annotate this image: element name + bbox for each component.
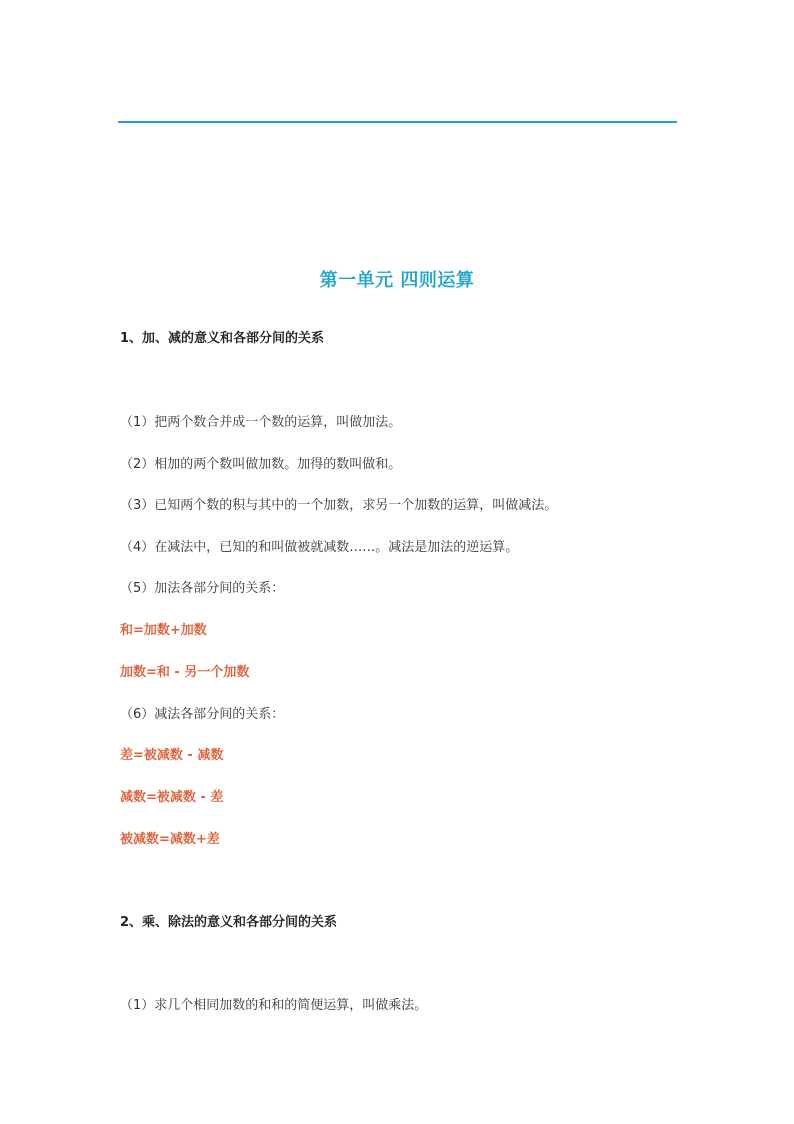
unit-title: 第一单元 四则运算 [319,270,475,291]
formula-difference: 差=被减数 - 减数 [120,748,224,763]
paragraph-1-6: （6）减法各部分间的关系： [120,707,285,722]
top-divider [118,121,677,123]
paragraph-1-3: （3）已知两个数的积与其中的一个加数，求另一个加数的运算，叫做减法。 [120,498,558,513]
paragraph-1-5: （5）加法各部分间的关系： [120,581,285,596]
section-heading-2: 2、乘、除法的意义和各部分间的关系 [120,915,338,930]
formula-minuend: 被减数=减数+差 [120,832,220,847]
formula-addend: 加数=和 - 另一个加数 [120,665,250,680]
paragraph-2-1: （1）求几个相同加数的和和的简便运算，叫做乘法。 [120,998,428,1013]
paragraph-1-1: （1）把两个数合并成一个数的运算，叫做加法。 [120,415,402,430]
formula-subtrahend: 减数=被减数 - 差 [120,790,224,805]
paragraph-1-4: （4）在减法中，已知的和叫做被就减数……。减法是加法的逆运算。 [120,540,519,555]
formula-sum: 和=加数+加数 [120,623,207,638]
section-heading-1: 1、加、减的意义和各部分间的关系 [120,331,325,346]
paragraph-1-2: （2）相加的两个数叫做加数。加得的数叫做和。 [120,457,402,472]
